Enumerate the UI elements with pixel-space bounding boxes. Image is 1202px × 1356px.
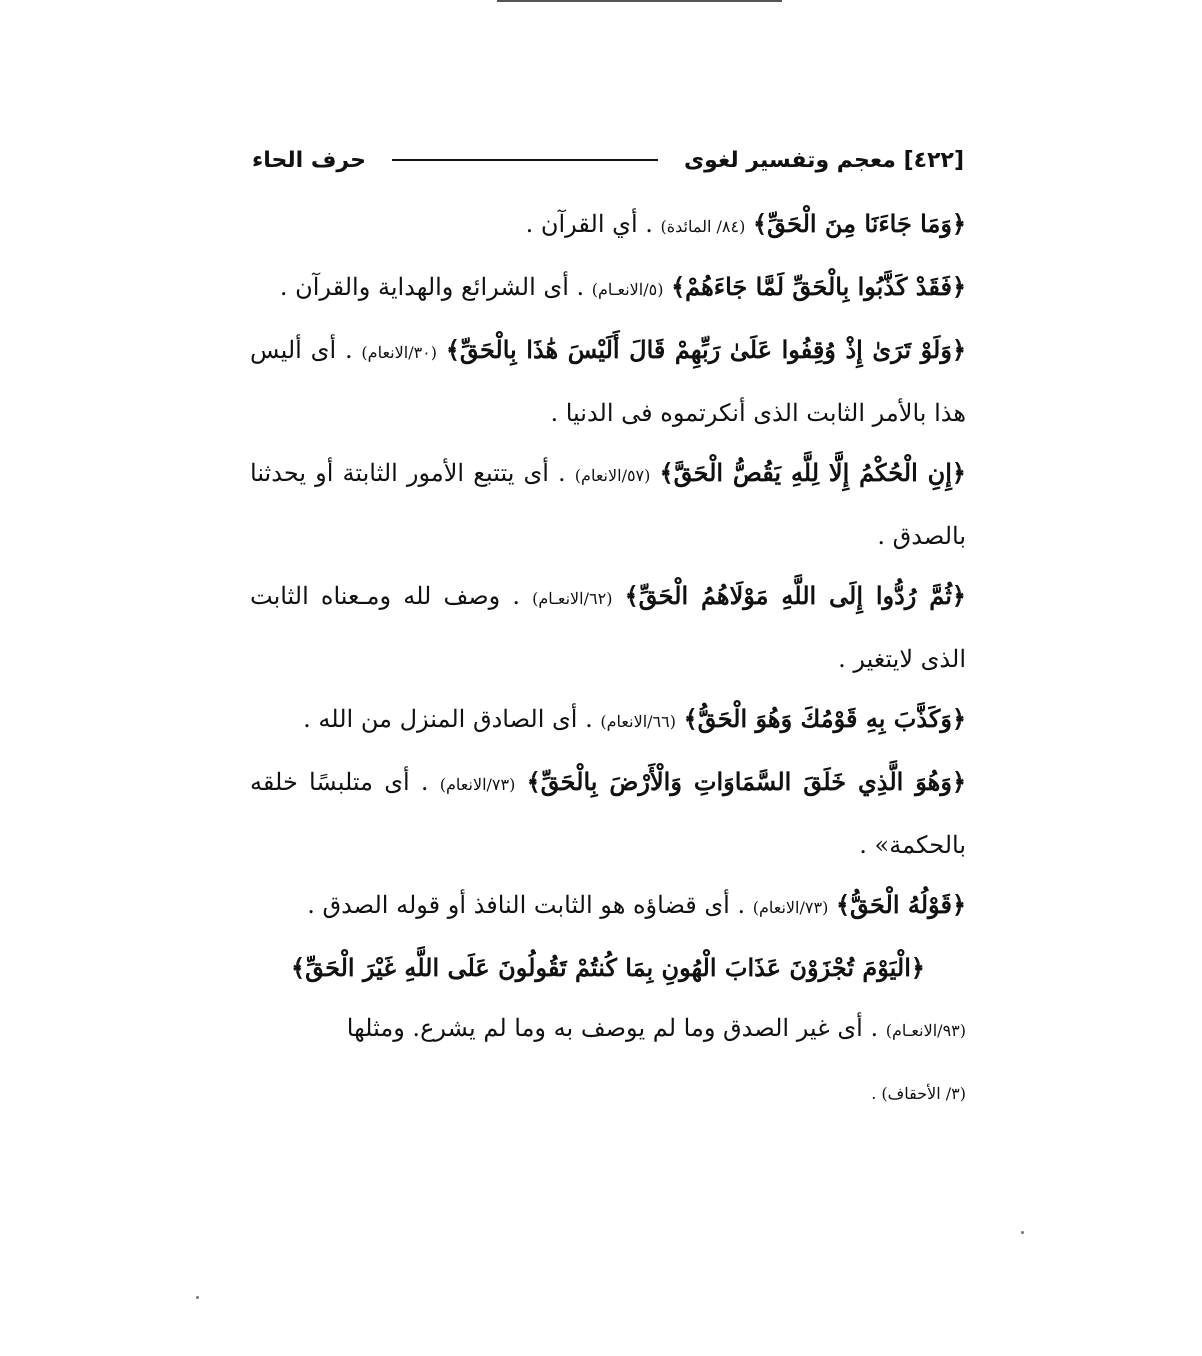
open-verse-bracket: ﴿ [951,335,966,364]
open-verse-bracket: ﴿ [951,209,966,238]
header-divider [392,159,658,161]
entry [250,566,966,689]
verse-reference: (٧٣/الانعام) [752,898,829,917]
entry [250,194,966,257]
entry-gloss: . أى أليس هذا بالأمر الثابت الذى أنكرتموه فى الدنيا . [250,336,966,427]
verse-reference: (٥٧/الانعام) [574,466,651,485]
quran-verse: وَمَا جَاءَنَا مِنَ الْحَقِّ [767,209,952,238]
scan-speck [1021,1231,1024,1234]
close-verse-bracket: ﴾ [671,272,686,301]
entry-verse-line [250,938,966,998]
quran-verse: ثُمَّ رُدُّوا إِلَى اللَّهِ مَوْلَاهُمُ الْحَقِّ [638,581,952,610]
verse-reference: (٣/ الأحقاف) . [871,1084,966,1103]
chapter-letter-title: حرف الحاء [252,147,366,173]
entry-continuation [250,998,966,1061]
close-verse-bracket: ﴾ [291,953,306,982]
entry-gloss: . أى الشرائع والهداية والقرآن . [279,273,585,301]
quran-verse: وَهُوَ الَّذِي خَلَقَ السَّمَاوَاتِ وَالْأَرْضَ بِالْحَقِّ [540,767,952,796]
open-verse-bracket: ﴿ [910,953,925,982]
close-verse-bracket: ﴾ [659,458,674,487]
quran-verse: قَوْلُهُ الْحَقُّ [850,890,952,919]
close-verse-bracket: ﴾ [753,209,768,238]
verse-reference: (٧٣/الانعام) [439,775,516,794]
verse-reference: (٥/الانعـام) [591,280,664,299]
dictionary-entries [250,194,966,1124]
close-verse-bracket: ﴾ [624,581,639,610]
quran-verse: فَقَدْ كَذَّبُوا بِالْحَقِّ لَمَّا جَاءَهُمْ [685,272,952,301]
open-verse-bracket: ﴿ [951,272,966,301]
quran-verse: إِنِ الْحُكْمُ إِلَّا لِلَّهِ يَقُصُّ الْحَقَّ [673,458,952,487]
entry-gloss: . أى قضاؤه هو الثابت النافذ أو قوله الصدق . [307,891,746,919]
verse-reference: (٦٦/الانعام) [600,712,676,731]
quran-verse: الْيَوْمَ تُجْزَوْنَ عَذَابَ الْهُونِ بِمَا كُنتُمْ تَقُولُونَ عَلَى اللَّهِ غَيْرَ الْحَقِّ [305,953,911,982]
entry [250,320,966,443]
scan-speck [196,1296,199,1299]
verse-reference: (٨٤/ المائدة) [660,217,746,236]
close-verse-bracket: ﴾ [526,767,541,796]
verse-reference: (٣٠/الانعام) [361,343,438,362]
quran-verse: وَكَذَّبَ بِهِ قَوْمُكَ وَهُوَ الْحَقُّ [697,704,952,733]
close-verse-bracket: ﴾ [835,890,851,919]
entry [250,689,966,752]
entry-gloss: . أى غير الصدق وما لم يوصف به وما لم يشرع. ومثلها [346,1014,879,1042]
verse-reference: (٦٢/الانعـام) [532,589,613,608]
verse-reference: (٩٣/الانعـام) [885,1021,966,1040]
open-verse-bracket: ﴿ [951,458,966,487]
entry [250,443,966,566]
entry-gloss: . أى يتتبع الأمور الثابتة أو يحدثنا بالصدق . [250,459,966,550]
close-verse-bracket: ﴾ [445,335,460,364]
open-verse-bracket: ﴿ [951,767,966,796]
entry [250,752,966,875]
running-header [252,140,964,180]
page-number-and-book-title: [٤٢٢] معجم وتفسير لغوى [684,147,964,173]
quran-verse: وَلَوْ تَرَىٰ إِذْ وُقِفُوا عَلَىٰ رَبِّهِمْ قَالَ أَلَيْسَ هَٰذَا بِالْحَقِّ [459,335,952,364]
entry [250,257,966,320]
open-verse-bracket: ﴿ [951,704,966,733]
entry-gloss: . وصف لله ومـعناه الثابت الذى لايتغير . [250,582,966,673]
open-verse-bracket: ﴿ [951,581,966,610]
entry-gloss: . أى متلبسًا خلقه بالحكمة» . [250,768,966,859]
entry-gloss: . أي القرآن . [525,210,653,238]
final-reference-line [250,1061,966,1124]
top-scan-rule [497,0,782,2]
entry-gloss: . أى الصادق المنزل من الله . [303,705,593,733]
open-verse-bracket: ﴿ [951,890,966,919]
close-verse-bracket: ﴾ [683,704,698,733]
entry [250,875,966,938]
